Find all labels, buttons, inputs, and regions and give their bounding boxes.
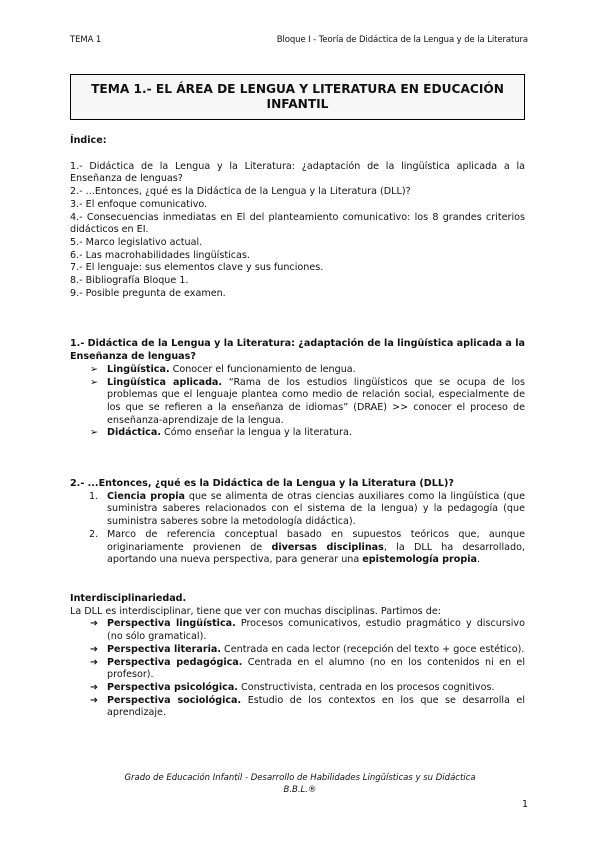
item-emphasis: epistemología propia bbox=[362, 554, 478, 566]
perspective-bullet bbox=[70, 657, 525, 682]
item-text: que se alimenta de otras ciencias auxiliares como la lingüística (que suministra saberes relacionados con el sistema de la lengua) y la pedagogía (que suministra saberes sobre la metodología didáctica). bbox=[107, 490, 526, 528]
page-title: TEMA 1.- EL ÁREA DE LENGUA Y LITERATURA EN EDUCACIÓN INFANTIL bbox=[91, 82, 504, 111]
arrow-bullet-icon: ➔ bbox=[90, 643, 99, 655]
interdisciplinariedad-heading: Interdisciplinariedad. bbox=[70, 592, 187, 604]
bullet-term: Perspectiva pedagógica. bbox=[107, 656, 243, 668]
arrowhead-bullet-icon: ➢ bbox=[90, 363, 99, 375]
header-right: Bloque I - Teoría de Didáctica de la Lengua y de la Literatura bbox=[276, 35, 528, 45]
section2-heading: 2.- ...Entonces, ¿qué es la Didáctica de la Lengua y la Literatura (DLL)? bbox=[70, 478, 454, 490]
section1-heading: 1.- Didáctica de la Lengua y la Literatura: ¿adaptación de la lingüística aplicada a la Enseñanza de lenguas? bbox=[70, 338, 525, 363]
document-body bbox=[70, 135, 525, 720]
page-number: 1 bbox=[521, 799, 528, 810]
header-left: TEMA 1 bbox=[70, 35, 102, 45]
page-footer bbox=[0, 772, 600, 796]
perspective-bullet bbox=[70, 644, 525, 657]
arrow-bullet-icon: ➔ bbox=[90, 694, 99, 706]
bullet-text: Procesos comunicativos, estudio pragmático y discursivo (no sólo gramatical). bbox=[107, 618, 525, 643]
bullet-term: Didáctica. bbox=[107, 427, 161, 439]
bullet-text: Constructivista, centrada en los procesos cognitivos. bbox=[237, 681, 495, 693]
bullet-term: Perspectiva literaria. bbox=[107, 643, 221, 655]
index-item: 8.- Bibliografía Bloque 1. bbox=[70, 275, 189, 287]
bullet-text: Estudio de los contextos en los que se desarrolla el aprendizaje. bbox=[107, 694, 525, 719]
index-item: 4.- Consecuencias inmediatas en El del planteamiento comunicativo: los 8 grandes criterios didácticos en EI. bbox=[70, 211, 525, 236]
index-item: 1.- Didáctica de la Lengua y la Literatura: ¿adaptación de la lingüística aplicada a la Enseñanza de lenguas? bbox=[70, 160, 525, 185]
perspective-bullet bbox=[70, 682, 525, 695]
title-box bbox=[70, 74, 525, 120]
bullet-term: Lingüística aplicada. bbox=[107, 376, 223, 388]
arrowhead-bullet-icon: ➢ bbox=[90, 427, 99, 439]
item-number: 2. bbox=[89, 528, 99, 540]
item-number: 1. bbox=[89, 490, 99, 502]
arrowhead-bullet-icon: ➢ bbox=[90, 376, 99, 388]
arrow-bullet-icon: ➔ bbox=[90, 618, 99, 630]
section1-bullet bbox=[70, 427, 525, 440]
bullet-term: Lingüística. bbox=[107, 363, 170, 375]
footer-line: B.B.L.® bbox=[283, 785, 317, 795]
arrow-bullet-icon: ➔ bbox=[90, 656, 99, 668]
section2-item bbox=[70, 529, 525, 567]
index-item: 5.- Marco legislativo actual. bbox=[70, 236, 203, 248]
bullet-text: Cómo enseñar la lengua y la literatura. bbox=[160, 427, 352, 439]
item-text: Marco de referencia conceptual basado en supuestos teóricos que, aunque originariamente provienen de bbox=[107, 528, 525, 553]
bullet-term: Perspectiva psicológica. bbox=[107, 681, 238, 693]
section1-bullet bbox=[70, 364, 525, 377]
index-heading: Índice: bbox=[70, 135, 107, 146]
bullet-text: Centrada en el alumno (no en los contenidos ni en el profesor). bbox=[107, 656, 525, 681]
perspective-bullet bbox=[70, 618, 525, 643]
index-list bbox=[70, 161, 525, 301]
interdisciplinariedad-intro: La DLL es interdisciplinar, tiene que ver con muchas disciplinas. Partimos de: bbox=[70, 605, 441, 617]
bullet-term: Perspectiva lingüística. bbox=[107, 618, 236, 630]
perspective-bullet bbox=[70, 695, 525, 720]
index-item: 6.- Las macrohabilidades lingüísticas. bbox=[70, 249, 250, 261]
item-text: , la DLL ha desarrollado, aportando una nueva perspectiva, para generar una bbox=[107, 541, 525, 566]
section2-item bbox=[70, 491, 525, 529]
footer-line: Grado de Educación Infantil - Desarrollo de Habilidades Lingüísticas y su Didáctica bbox=[124, 773, 476, 783]
index-item: 7.- El lenguaje: sus elementos clave y sus funciones. bbox=[70, 262, 324, 274]
index-item: 9.- Posible pregunta de examen. bbox=[70, 287, 226, 299]
bullet-text: Conocer el funcionamiento de lengua. bbox=[169, 363, 356, 375]
bullet-text: Centrada en cada lector (recepción del texto + goce estético). bbox=[221, 643, 525, 655]
bullet-term: Perspectiva sociológica. bbox=[107, 694, 242, 706]
arrow-bullet-icon: ➔ bbox=[90, 681, 99, 693]
item-text: . bbox=[477, 554, 481, 566]
item-emphasis: diversas disciplinas bbox=[271, 541, 384, 553]
index-item: 2.- ...Entonces, ¿qué es la Didáctica de la Lengua y la Literatura (DLL)? bbox=[70, 186, 411, 198]
item-term: Ciencia propia bbox=[107, 490, 186, 502]
section1-bullet bbox=[70, 377, 525, 428]
bullet-text: “Rama de los estudios lingüísticos que se ocupa de los problemas que el lenguaje plantea como medio de relación social, especialmente de los que se refieren a la enseñanza de idiomas” (DRAE) >> conocer el proceso de enseñanza-aprendizaje de la lengua. bbox=[107, 376, 525, 426]
index-item: 3.- El enfoque comunicativo. bbox=[70, 198, 208, 210]
